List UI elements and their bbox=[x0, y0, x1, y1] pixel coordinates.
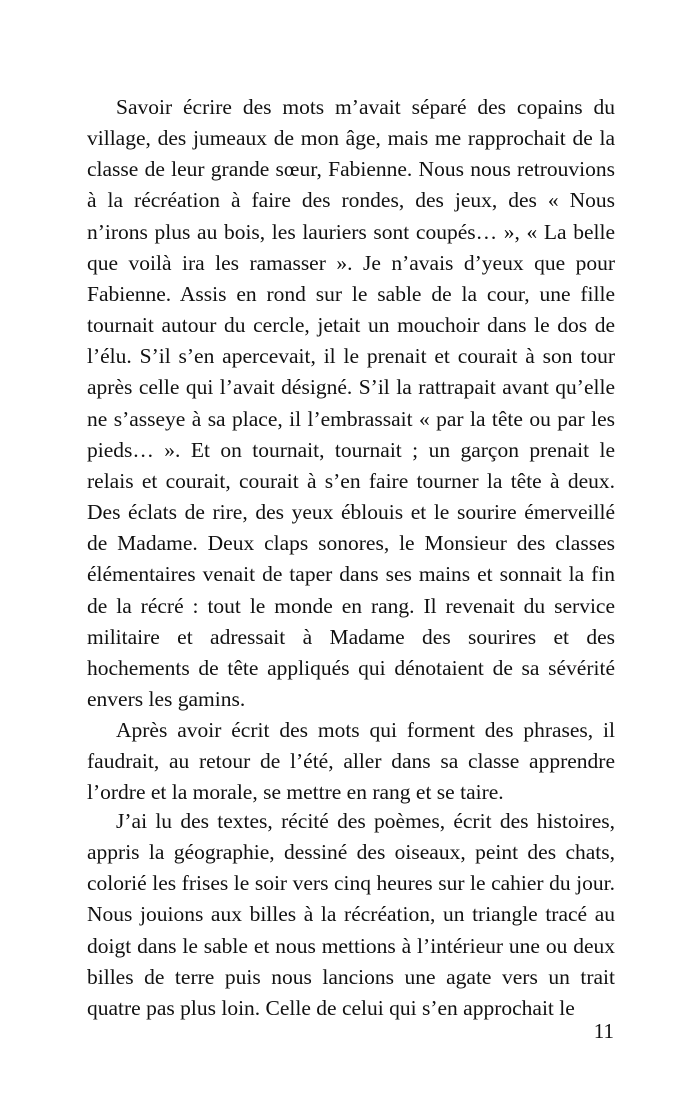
text-section-2 bbox=[87, 806, 615, 1024]
paragraph: Après avoir écrit des mots qui forment des phrases, il faudrait, au retour de l’été, aller dans sa classe apprendre l’ordre et la morale, se mettre en rang et se taire. bbox=[87, 718, 615, 805]
text-section-1 bbox=[87, 92, 615, 809]
paragraph: Savoir écrire des mots m’avait séparé des copains du village, des jumeaux de mon âge, mais me rapprochait de la classe de leur grande sœur, Fabienne. Nous nous retrouvions à la récréation à faire des rondes, des jeux, des « Nous n’irons plus au bois, les lauriers sont coupés… », « La belle que voilà ira les ramasser ». Je n’avais d’yeux que pour Fabienne. Assis en rond sur le sable de la cour, une fille tournait autour du cercle, jetait un mouchoir dans le dos de l’élu. S’il s’en apercevait, il le prenait et courait à son tour après celle qui l’avait désigné. S’il la rattrapait avant qu’elle ne s’asseye à sa place, il l’embrassait « par la tête ou par les pieds… ». Et on tournait, tournait ; un garçon prenait le relais et courait, courait à s’en faire tourner la tête à deux. Des éclats de rire, des yeux éblouis et le sourire émerveillé de Madame. Deux claps sonores, le Monsieur des classes élémentaires venait de taper dans ses mains et sonnait la fin de la récré : tout le monde en rang. Il revenait du service militaire et adressait à Madame des sourires et des hochements de tête appliqués qui dénotaient de sa sévérité envers les gamins. bbox=[87, 95, 615, 711]
paragraph: J’ai lu des textes, récité des poèmes, écrit des histoires, appris la géographie, dessiné des oiseaux, peint des chats, colorié les frises le soir vers cinq heures sur le cahier du jour. Nous jouions aux billes à la récréation, un triangle tracé au doigt dans le sable et nous mettions à l’intérieur une ou deux billes de terre puis nous lancions une agate vers un trait quatre pas plus loin. Celle de celui qui s’en approchait le bbox=[87, 809, 615, 1020]
page-number: 11 bbox=[593, 1019, 614, 1043]
